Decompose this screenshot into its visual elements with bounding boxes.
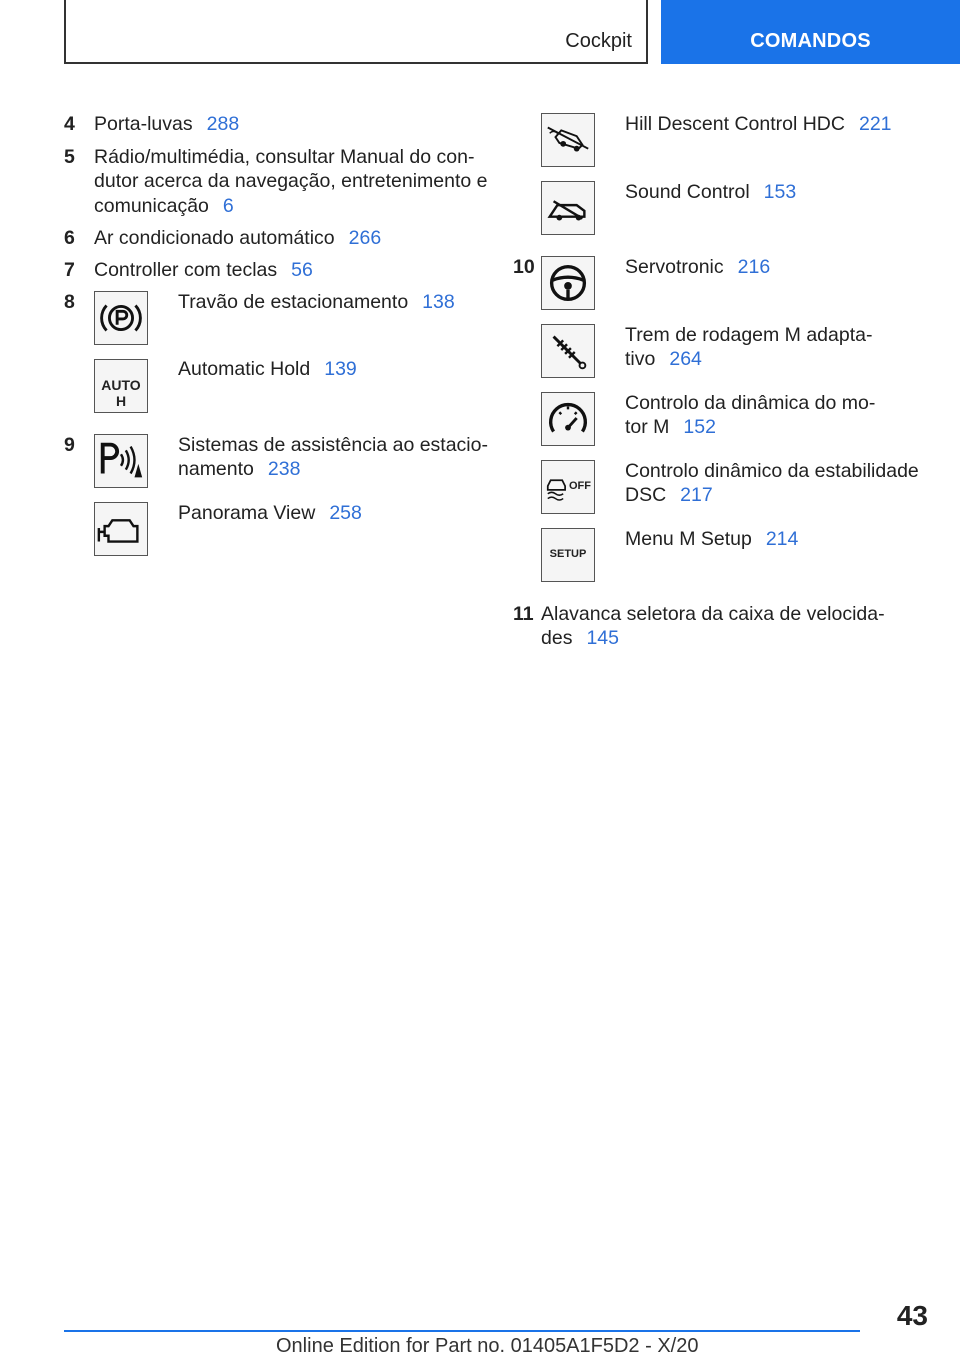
page-link[interactable]: 139 <box>324 358 357 380</box>
list-item: Alavanca seletora da caixa de velocida- des 145 <box>541 603 885 649</box>
m-setup-icon: SETUP <box>541 528 595 582</box>
list-item: Controlo da dinâmica do mo- tor M 152 <box>625 392 876 438</box>
list-item: Sistemas de assistência ao estacio- namento 238 <box>178 434 488 480</box>
page-link[interactable]: 238 <box>267 458 301 480</box>
list-item: Controller com teclas 56 <box>94 259 313 281</box>
page-link[interactable]: 216 <box>737 256 771 278</box>
item-number: 5 <box>64 146 75 168</box>
header-chapter-tab <box>661 0 960 64</box>
steering-wheel-icon <box>541 256 595 310</box>
hill-descent-icon <box>541 113 595 167</box>
item-number: 11 <box>513 603 534 625</box>
page-link[interactable]: 153 <box>763 181 797 203</box>
list-item: Servotronic 216 <box>625 256 771 278</box>
list-item: Menu M Setup 214 <box>625 528 799 550</box>
header-chapter: COMANDOS <box>750 30 871 52</box>
item-number: 9 <box>64 434 75 456</box>
list-item: Trem de rodagem M adapta- tivo 264 <box>625 324 873 370</box>
list-item: Panorama View 258 <box>178 502 362 524</box>
page-number: 43 <box>896 1300 928 1331</box>
page-link[interactable]: 152 <box>683 416 716 438</box>
header-section-box <box>64 0 648 64</box>
page-link[interactable]: 145 <box>586 627 619 649</box>
item-number: 7 <box>64 259 75 281</box>
list-item: Sound Control 153 <box>625 181 797 203</box>
page-link[interactable]: 288 <box>206 113 240 135</box>
dsc-off-icon: OFF <box>541 460 595 514</box>
page-link[interactable]: 138 <box>422 291 455 313</box>
list-item: Hill Descent Control HDC 221 <box>625 113 892 135</box>
list-item: Porta-luvas 288 <box>94 113 240 135</box>
sound-control-icon <box>541 181 595 235</box>
panorama-view-icon <box>94 502 148 556</box>
page-link[interactable]: 266 <box>348 227 382 249</box>
list-item: Automatic Hold 139 <box>178 358 357 380</box>
gauge-icon <box>541 392 595 446</box>
footer-text: Online Edition for Part no. 01405A1F5D2 - X/20 <box>276 1335 699 1357</box>
page-link[interactable]: 214 <box>765 528 799 550</box>
page-link[interactable]: 221 <box>858 113 892 135</box>
page-link[interactable]: 6 <box>222 195 234 217</box>
list-item: Ar condicionado automático 266 <box>94 227 382 249</box>
list-item: Rádio/multimédia, consultar Manual do con- dutor acerca da navegação, entretenimento e comunicação 6 <box>94 146 488 217</box>
parking-brake-icon <box>94 291 148 345</box>
page-link[interactable]: 258 <box>329 502 362 524</box>
page-link[interactable]: 264 <box>669 348 702 370</box>
auto-hold-icon: AUTO H <box>94 359 148 413</box>
item-number: 4 <box>64 113 75 135</box>
item-number: 8 <box>64 291 75 313</box>
list-item: Controlo dinâmico da estabilidade DSC 217 <box>625 460 919 506</box>
footer-divider <box>64 1330 860 1332</box>
page-link[interactable]: 56 <box>291 259 313 281</box>
suspension-icon <box>541 324 595 378</box>
item-number: 10 <box>513 256 535 278</box>
header-section: Cockpit <box>565 30 632 52</box>
list-item: Travão de estacionamento 138 <box>178 291 455 313</box>
page-link[interactable]: 217 <box>680 484 713 506</box>
item-number: 6 <box>64 227 75 249</box>
park-assist-icon <box>94 434 148 488</box>
